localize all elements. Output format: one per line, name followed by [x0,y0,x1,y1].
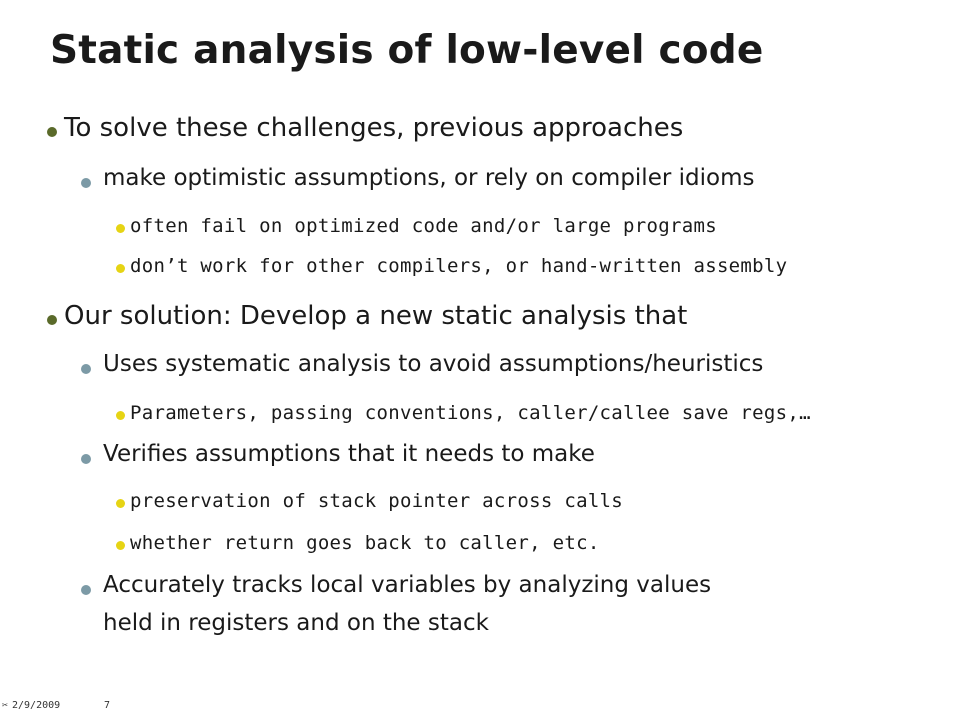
bullet-dot-icon [81,585,91,595]
bullet-dot-icon [81,178,91,188]
bullet-item: Accurately tracks local variables by analyzing values [103,572,712,598]
bullet-dot-icon [116,541,125,550]
bullet-dot-icon [116,411,125,420]
bullet-item: Our solution: Develop a new static analysis that [64,301,688,331]
bullet-dot-icon [47,315,57,325]
bullet-dot-icon [81,454,91,464]
bullet-item: don’t work for other compilers, or hand-written assembly [130,255,788,277]
bullet-dot-icon [81,364,91,374]
footer-date: 2/9/2009 [12,700,61,711]
bullet-item: often fail on optimized code and/or large programs [130,215,717,237]
bullet-item: make optimistic assumptions, or rely on compiler idioms [103,165,755,191]
bullet-item: preservation of stack pointer across calls [130,490,624,512]
bullet-item: whether return goes back to caller, etc. [130,532,600,554]
bullet-item: To solve these challenges, previous approaches [64,113,684,143]
bullet-item: Uses systematic analysis to avoid assumptions/heuristics [103,351,764,377]
bullet-item: Verifies assumptions that it needs to make [103,441,595,467]
slide-title: Static analysis of low-level code [50,28,764,73]
bullet-item-continuation: held in registers and on the stack [103,610,489,636]
bullet-dot-icon [116,264,125,273]
page-number: 7 [104,700,111,711]
bullet-item: Parameters, passing conventions, caller/callee save regs,… [130,402,811,424]
scissors-icon: ✂ [2,700,9,711]
bullet-dot-icon [116,224,125,233]
bullet-dot-icon [116,499,125,508]
bullet-dot-icon [47,127,57,137]
